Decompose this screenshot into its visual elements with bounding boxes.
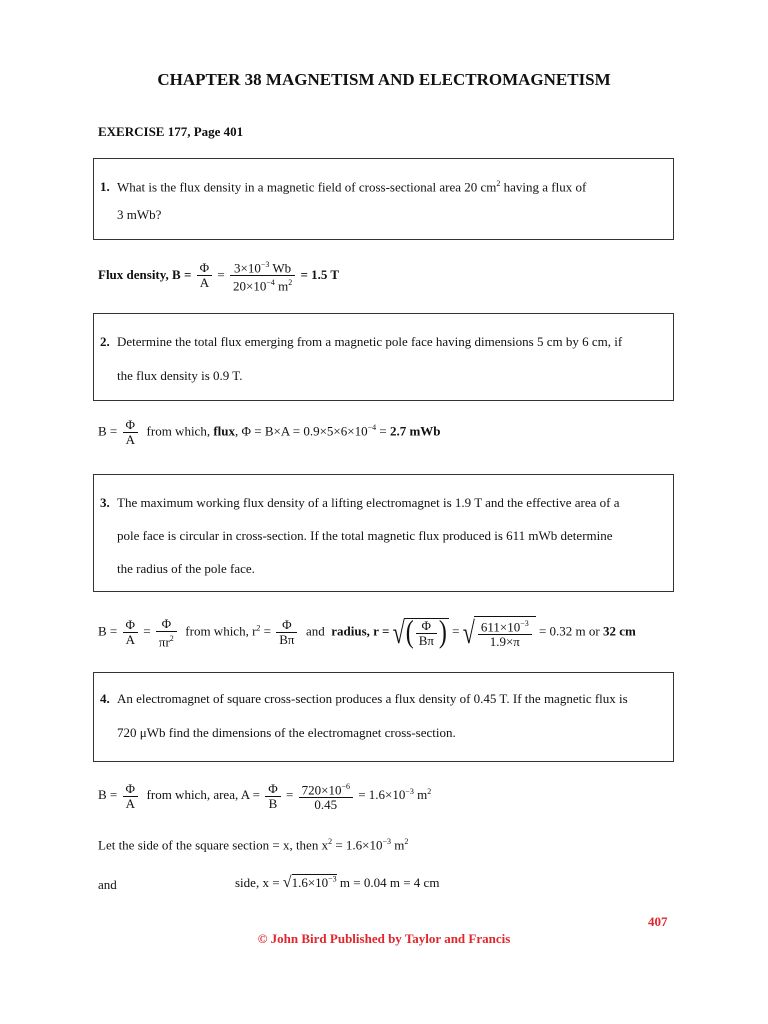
question-2-box [93, 313, 674, 401]
answer-4-line-3: side, $x = √1.6\times 10^{-3}$ m = 0.04 m = 4 cm [235, 874, 440, 891]
question-3-line-1: The maximum working flux density of a lifting electromagnet is 1.9 T and the effective area of a [117, 495, 620, 510]
question-1-box [93, 158, 674, 240]
question-1-line-1: What is the flux density in a magnetic field of cross-sectional area 20 $cm^2$ having a flux of [117, 179, 587, 195]
question-1-line-2: 3 mWb? [117, 207, 162, 222]
answer-4-and: and [98, 877, 117, 892]
question-1-number: 1. [100, 179, 110, 194]
copyright-footer: © John Bird Published by Taylor and Francis [257, 931, 511, 946]
question-3-line-2: pole face is circular in cross-section. If the total magnetic flux produced is 611 mWb determine [117, 528, 613, 543]
question-4-box [93, 672, 674, 762]
exercise-heading: EXERCISE 177, Page 401 [98, 124, 244, 139]
answer-4-line-2: Let the side of the square section = x, then $x^2 = 1.6\times 10^{-3}$ $m^2$ [98, 837, 409, 853]
fraction-phi-over-a: $\frac{\Phi}{A}$ [197, 261, 213, 290]
answer-2: B = $\frac{\Phi}{A}$ from which, flux, $\Phi = B\times A = 0.9\times 5\times 6\times 10^{-4} = 2.7$ mWb [98, 417, 441, 447]
question-3-box [93, 474, 674, 592]
page-number: 407 [648, 914, 668, 929]
question-4-line-1: An electromagnet of square cross-section produces a flux density of 0.45 T. If the magnetic flux is [117, 691, 628, 706]
question-4-line-2: 720 μWb find the dimensions of the electromagnet cross-section. [117, 725, 456, 740]
question-3-number: 3. [100, 495, 110, 510]
answer-1: Flux density, B = $\frac{\Phi}{A}$ = $\frac{3\times 10^{-3} Wb}{20\times 10^{-4} m^2}$ = 1.5 T [98, 260, 340, 294]
page-title: CHAPTER 38 MAGNETISM AND ELECTROMAGNETISM [157, 70, 611, 89]
question-2-number: 2. [100, 334, 110, 349]
question-3-line-3: the radius of the pole face. [117, 561, 255, 576]
answer-3: B = $\frac{\Phi}{A}$ = $\frac{\Phi}{\pi r^2}$ from which, $r^2$ = $\frac{\Phi}{B\pi}$ and radius, r = √( $\frac{\Phi}{B\pi}$ ) = √ $\frac{611\times 10^{-3}}{1.9\times\pi}$ = 0.32 m or 32 cm [98, 614, 636, 650]
fraction-values: $\frac{3\times 10^{-3} Wb}{20\times 10^{-4} m^2}$ [230, 258, 295, 294]
answer-4-line-1: B = $\frac{\Phi}{A}$ from which, area, A = $\frac{\Phi}{B}$ = $\frac{720\times 10^{-6}}{0.45}$ = $1.6\times 10^{-3}$ $m^2$ [98, 780, 432, 813]
question-2-line-2: the flux density is 0.9 T. [117, 368, 243, 383]
question-4-number: 4. [100, 691, 110, 706]
question-2-line-1: Determine the total flux emerging from a magnetic pole face having dimensions 5 cm by 6 cm, if [117, 334, 623, 349]
